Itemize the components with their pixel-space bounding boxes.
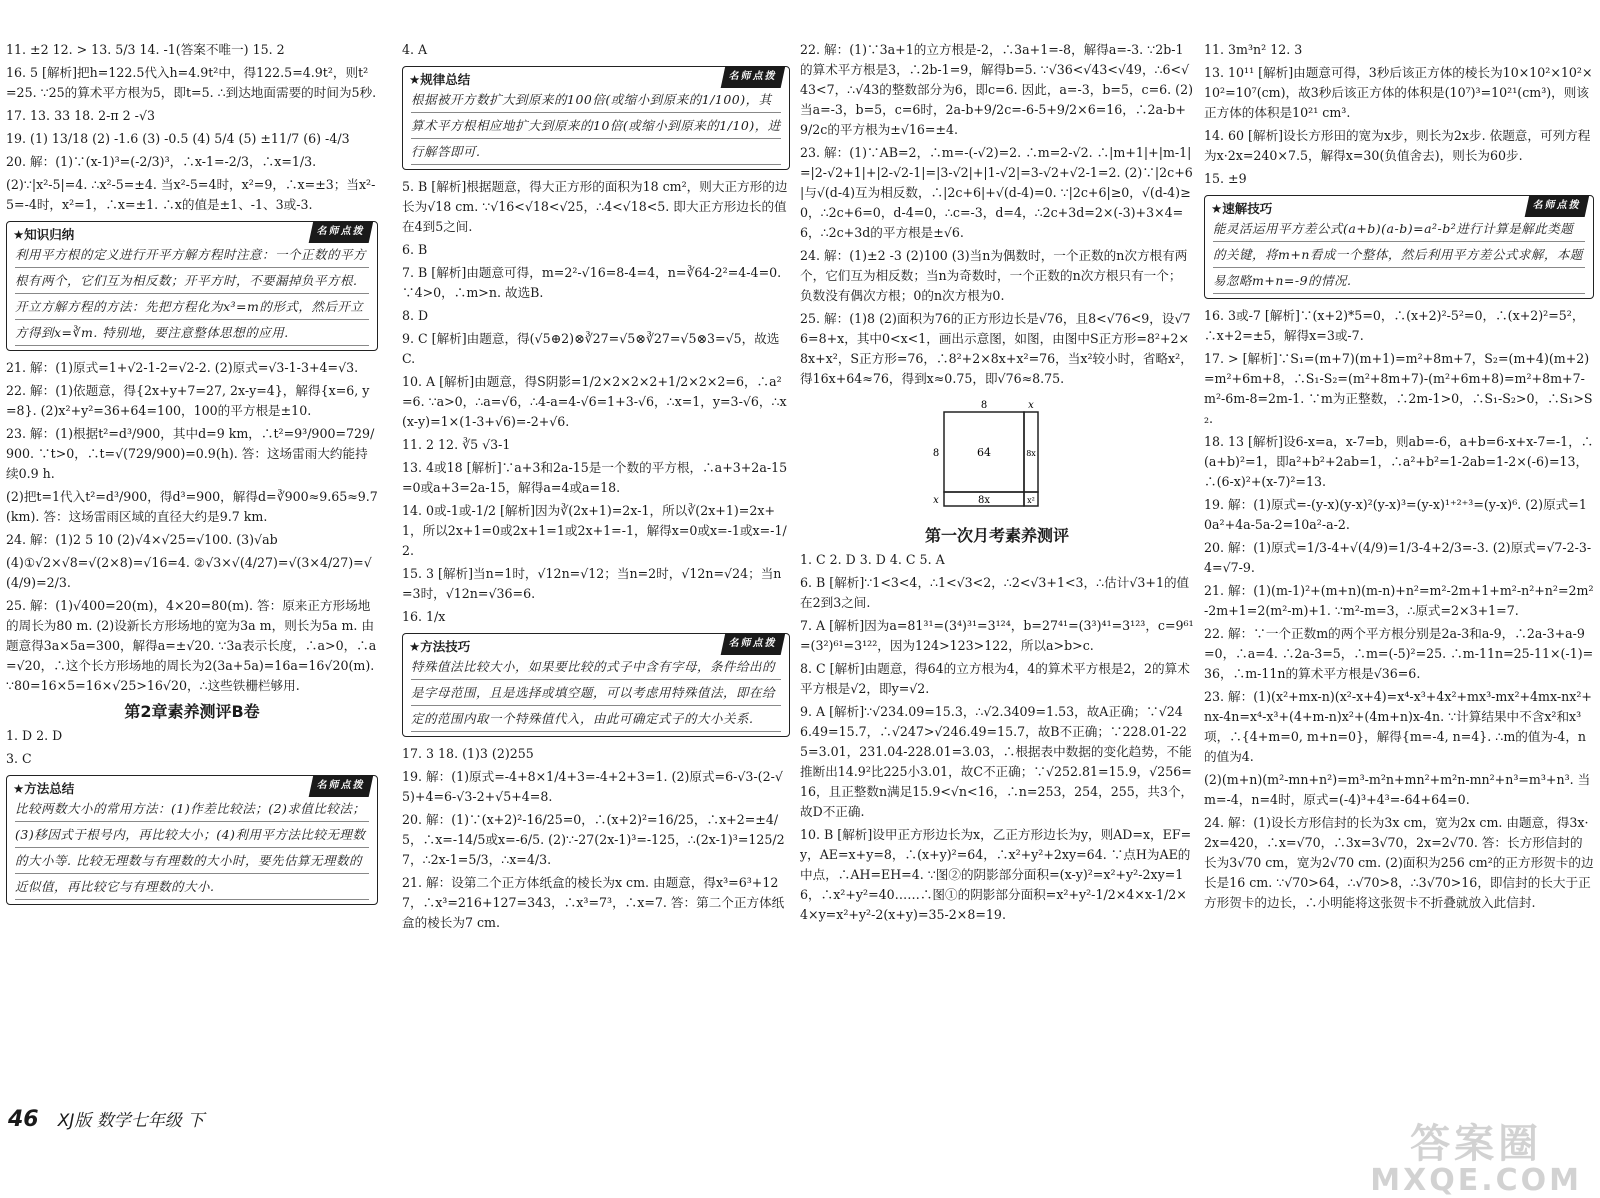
tip-title: ★知识归纳 <box>13 227 75 242</box>
tip-badge: 名师点拨 <box>309 221 374 243</box>
answer-15: 15. 3 [解析]当n=1时，√12n=√12；当n=2时，√12n=√24；当n=3时，√12n=√36=6. <box>402 566 782 601</box>
tip-text: 比较两数大小的常用方法：(1)作差比较法；(2)求值比较法；(3)移因式于根号内，再比较大小；(4)利用平方法比较无理数的大小等. 比较无理数与有理数的大小时，要先估算无理数的近似值，再比较它与有理数的大小. <box>15 796 369 900</box>
answer-15: 15. ±9 <box>1204 171 1247 186</box>
answer-8: 8. C [解析]由题意，得64的立方根为4，4的算术平方根是2，2的算术平方根是√2，即y=√2. <box>800 661 1190 696</box>
answer-21: 21. 解：(1)原式=1+√2-1-2=√2-2. (2)原式=√3-1-3+4=√3. <box>6 360 359 375</box>
column-1 <box>6 40 378 912</box>
tip-text: 开立方解方程的方法：先把方程化为x³=m的形式，然后开立方得到x=∛m. 特别地，要注意整体思想的应用. <box>15 294 369 346</box>
answer-21: 21. 解：设第二个正方体纸盒的棱长为x cm. 由题意，得x³=6³+127，∴x³=216+127=343，∴x³=7³，∴x=7. 答：第二个正方体纸盒的棱长为7 cm. <box>402 875 785 930</box>
answer-10: 10. B [解析]设甲正方形边长为x，乙正方形边长为y，则AD=x，EF=y，AE=x+y=8，∴(x+y)²=64，∴x²+y²+2xy=64. ∵点H为AE的中点，∴AH=EH=4. ∵图②的阴影部分面积=(x-y)²=x²+y²-2xy=16，∴x²+y²=40……∴图①的阴影部分面积=x²+y²-1/2×4×x-1/2×4×y=x²+y²-2(x+y)=35-2×8=19. <box>800 827 1192 922</box>
answer-14: 14. 60 [解析]设长方形田的宽为x步，则长为2x步. 依题意，可列方程为x·2x=240×7.5，解得x=30(负值舍去)，则长为60步. <box>1204 128 1591 163</box>
answer-17: 17. > [解析]∵S₁=(m+7)(m+1)=m²+8m+7，S₂=(m+4)(m+2)=m²+6m+8，∴S₁-S₂=(m²+8m+7)-(m²+6m+8)=m²+8m+7-m²-6m-8=2m-1. ∵m为正整数，∴2m-1>0，∴S₁-S₂>0，∴S₁>S₂. <box>1204 351 1593 426</box>
diagram-label-right: 8x <box>1026 449 1036 458</box>
answer-19: 19. (1) 13/18 (2) -1.6 (3) -0.5 (4) 5/4 (5) ±11/7 (6) -4/3 <box>6 131 350 146</box>
tip-box-method <box>6 775 378 905</box>
answer-8: 8. D <box>402 308 429 323</box>
answer-13: 13. 4或18 [解析]∵a+3和2a-15是一个数的平方根，∴a+3+2a-15=0或a+3=2a-15，解得a=4或a=18. <box>402 460 788 495</box>
page-number: 46 <box>8 1107 39 1132</box>
answer-22: 22. 解：∵一个正数m的两个平方根分别是2a-3和a-9，∴2a-3+a-9=0，∴a=4. ∴2a-3=5，∴m=(-5)²=25. ∴m-11n=25-11×(-1)=36，∴m-11n的算术平方根是√36=6. <box>1204 626 1594 681</box>
diagram-label-x-bottom: x <box>933 495 939 506</box>
answer-11-15: 11. ±2 12. > 13. 5/3 14. -1(答案不唯一) 15. 2 <box>6 42 285 57</box>
tip-box-quick-solve <box>1204 195 1594 299</box>
column-2 <box>402 40 790 936</box>
answer-23: 23. 解：(1)(x²+mx-n)(x²-x+4)=x⁴-x³+4x²+mx³-mx²+4mx-nx²+nx-4n=x⁴-x³+(4+m-n)x²+(4m+n)x-4n. ∵计算结果中不含x²和x³项，∴{4+m=0, m+n=0}，解得{m=-4, n=4}. ∴m的值为-4，n的值为4. <box>1204 689 1592 764</box>
answer-22: 22. 解：(1)∵3a+1的立方根是-2，∴3a+1=-8，解得a=-3. ∵2b-1的算术平方根是3，∴2b-1=9，解得b=5. ∵√36<√43<√49，∴6<√43<7，∴√43的整数部分为6，即c=6. 因此，a=-3，b=5，c=6. (2)当a=-3，b=5，c=6时，2a-b+9/2c=-6-5+9/2×6=16，∴2a-b+9/2c的平方根为±√16=±4. <box>800 42 1194 137</box>
watermark-en: MXQE.COM <box>1370 1163 1582 1198</box>
answer-17-18: 17. 13. 33 18. 2-π 2 -√3 <box>6 108 155 123</box>
answer-1-2: 1. D 2. D <box>6 728 63 743</box>
answer-5: 5. B [解析]根据题意，得大正方形的面积为18 cm²，则大正方形的边长为√18 cm. ∵√16<√18<√25，∴4<√18<5. 即大正方形边长的值在4到5之间. <box>402 179 788 234</box>
answer-24: 24. 解：(1)2 5 10 (2)√4×√25=√100. (3)√ab <box>6 532 278 547</box>
tip-box-technique <box>402 633 790 737</box>
answer-23: 23. 解：(1)∵AB=2，∴m=-(-√2)=2. ∴m=2-√2. ∴|m+1|+|m-1|=|2-√2+1|+|2-√2-1|=|3-√2|+|1-√2|=3-√2+√2-1=2. (2)∵|2c+6|与√(d-4)互为相反数，∴|2c+6|+√(d-4)=0. ∵|2c+6|≥0，√(d-4)≥0，∴2c+6=0，d-4=0，∴c=-3，d=4，∴2c+3d=2×(-3)+3×4=6，∴2c+3d的平方根是±√6. <box>800 145 1193 240</box>
column-4 <box>1204 40 1594 916</box>
answer-23-part2: (2)(m+n)(m²-mn+n²)=m³-m²n+mn²+m²n-mn²+n³=m³+n³. 当m=-4，n=4时，原式=(-4)³+4³=-64+64=0. <box>1204 772 1591 807</box>
answer-20-part2: (2)∵|x²-5|=4. ∴x²-5=±4. 当x²-5=4时，x²=9，∴x=±3；当x²-5=-4时，x²=1，∴x=±1. ∴x的值是±1、-1、3或-3. <box>6 177 376 212</box>
book-label: XJ版 数学七年级 下 <box>57 1111 205 1131</box>
answer-20: 20. 解：(1)∵(x+2)²-16/25=0，∴(x+2)²=16/25，∴x+2=±4/5，∴x=-14/5或x=-6/5. (2)∵-27(2x-1)³=-125，∴(2x-1)³=125/27，∴2x-1=5/3，∴x=4/3. <box>402 812 785 867</box>
tip-badge: 名师点拨 <box>721 633 786 655</box>
section-title: 第2章素养测评B卷 <box>124 702 260 721</box>
watermark-cn: 答案圈 <box>1410 1121 1543 1167</box>
tip-text: 利用平方根的定义进行开平方解方程时注意：一个正数的平方根有两个，它们互为相反数；开平方时，不要漏掉负平方根. <box>15 242 369 294</box>
tip-title: ★规律总结 <box>409 72 471 87</box>
answer-23-part1: 23. 解：(1)根据t²=d³/900，其中d=9 km，∴t²=9³/900=729/900. ∵t>0，∴t=√(729/900)=0.9(h). 答：这场雷雨大约能持续0.9 h. <box>6 426 375 481</box>
answer-7: 7. A [解析]因为a=81³¹=(3⁴)³¹=3¹²⁴，b=27⁴¹=(3³)⁴¹=3¹²³，c=9⁶¹=(3²)⁶¹=3¹²²，因为124>123>122，所以a>b>c. <box>800 618 1194 653</box>
answer-24: 24. 解：(1)设长方形信封的长为3x cm，宽为2x cm. 由题意，得3x·2x=420，∴x=√70，∴3x=3√70，2x=2√70. 答：长方形信封的长为3√70 cm，宽为2√70 cm. (2)面积为256 cm²的正方形贺卡的边长是16 cm. ∵√70>64，∴√70>8，∴3√70>16，即信封的长大于正方形贺卡的边长，∴小明能将这张贺卡不折叠就放入此信封. <box>1204 815 1594 910</box>
answer-21: 21. 解：(1)(m-1)²+(m+n)(m-n)+n²=m²-2m+1+m²-n²+n²=2m²-2m+1=2(m²-m)+1. ∵m²-m=3，∴原式=2×3+1=7. <box>1204 583 1594 618</box>
answer-24-part4: (4)①√2×√8=√(2×8)=√16=4. ②√3×√(4/27)=√(3×4/27)=√(4/9)=2/3. <box>6 555 372 590</box>
answer-11-12: 11. 2 12. ∛5 √3-1 <box>402 437 511 452</box>
diagram-label-top: 8 <box>980 400 988 411</box>
answer-6: 6. B [解析]∵1<3<4，∴1<√3<2，∴2<√3+1<3，∴估计√3+1的值在2到3之间. <box>800 575 1190 610</box>
answer-7: 7. B [解析]由题意可得，m=2²-√16=8-4=4，n=∛64-2²=4-4=0. ∵4>0，∴m>n. 故选B. <box>402 265 782 300</box>
answer-20-part1: 20. 解：(1)∵(x-1)³=(-2/3)³，∴x-1=-2/3，∴x=1/3. <box>6 154 317 169</box>
answer-16: 16. 5 [解析]把h=122.5代入h=4.9t²中，得122.5=4.9t²，则t²=25. ∵25的算术平方根为5，即t=5. ∴到达地面需要的时间为5秒. <box>6 65 377 100</box>
answer-6: 6. B <box>402 242 428 257</box>
diagram-label-x-top: x <box>1028 400 1034 411</box>
tip-badge: 名师点拨 <box>1525 195 1590 217</box>
answer-14: 14. 0或-1或-1/2 [解析]因为∛(2x+1)=2x-1，所以∛(2x+1)=2x+1，所以2x+1=0或2x+1=1或2x+1=-1，解得x=0或x=-1或x=-1/2. <box>402 503 787 558</box>
diagram-label-corner: x² <box>1027 496 1035 505</box>
answer-4: 4. A <box>402 42 428 57</box>
answer-10: 10. A [解析]由题意，得S阴影=1/2×2×2×2+1/2×2×2=6，∴a²=6. ∵a>0，∴a=√6，∴4-a=4-√6=1+3-√6，∴x=1，y=3-√6，∴x(x-y)=1×(1-3+√6)=-2+√6. <box>402 374 787 429</box>
tip-text: 特殊值法比较大小，如果要比较的式子中含有字母，条件给出的是字母范围，且是选择或填空题，可以考虑用特殊值法，即在给定的范围内取一个特殊值代入，由此可确定式子的大小关系. <box>411 654 781 732</box>
answer-18: 18. 13 [解析]设6-x=a，x-7=b，则ab=-6，a+b=6-x+x-7=-1，∴(a+b)²=1，即a²+b²+2ab=1，∴a²+b²=1-2ab=1-2×(-6)=13，∴(6-x)²+(x-7)²=13. <box>1204 434 1594 489</box>
tip-title: ★方法技巧 <box>409 639 471 654</box>
diagram-label-left: 8 <box>932 448 940 459</box>
answer-19: 19. 解：(1)原式=-(y-x)(y-x)²(y-x)³=(y-x)¹⁺²⁺³=(y-x)⁶. (2)原式=10a²+4a-5a-2=10a²-a-2. <box>1204 497 1587 532</box>
answer-22: 22. 解：(1)依题意，得{2x+y+7=27, 2x-y=4}，解得{x=6, y=8}. (2)x²+y²=36+64=100，100的平方根是±10. <box>6 383 370 418</box>
answer-25: 25. 解：(1)√400=20(m)，4×20=80(m). 答：原来正方形场地的周长为80 m. (2)设新长方形场地的宽为3a m，则长为5a m. 由题意得3a×5a=300，解得a=±√20. ∵3a表示长度，∴a>0，∴a=√20，∴这个长方形场地的周长为2(3a+5a)=16a=16√20(m). ∵80=16×5=16×√25>16√20，∴这些铁栅栏够用. <box>6 598 377 693</box>
tip-title: ★速解技巧 <box>1211 201 1273 216</box>
answer-19: 19. 解：(1)原式=-4+8×1/4+3=-4+2+3=1. (2)原式=6-√3-(2-√5)+4=6-√3-2+√5+4=8. <box>402 769 783 804</box>
tip-text: 能灵活运用平方差公式(a+b)(a-b)=a²-b²进行计算是解此类题的关键，将m+n看成一个整体，然后利用平方差公式求解，本题易忽略m+n=-9的情况. <box>1213 216 1585 294</box>
answer-3: 3. C <box>6 751 32 766</box>
answer-13: 13. 10¹¹ [解析]由题意可得，3秒后该正方体的棱长为10×10²×10²×10²=10⁷(cm)，故3秒后该正方体的体积是(10⁷)³=10²¹(cm³)，则该正方体的体积是10²¹ cm³. <box>1204 65 1593 120</box>
tip-box-knowledge <box>6 221 378 351</box>
tip-badge: 名师点拨 <box>721 66 786 88</box>
tip-title: ★方法总结 <box>13 781 75 796</box>
watermark-logo <box>1370 1112 1582 1198</box>
answer-25: 25. 解：(1)8 (2)面积为76的正方形边长是√76，且8<√76<9，设√76=8+x，其中0<x<1，画出示意图，如图，由图中S正方形=8²+2×8x+x²，S正方形=76，∴8²+2×8x+x²=76，当x²较小时，省略x²，得16x+64≈76，得到x≈0.75，即√76≈8.75. <box>800 311 1193 386</box>
diagram-label-center: 64 <box>977 446 991 459</box>
column-3 <box>800 40 1194 928</box>
answer-17-18: 17. 3 18. (1)3 (2)255 <box>402 746 534 761</box>
tip-box-rule <box>402 66 790 170</box>
answer-24: 24. 解：(1)±2 -3 (2)100 (3)当n为偶数时，一个正数的n次方根有两个，它们互为相反数；当n为奇数时，一个正数的n次方根只有一个；负数没有偶次方根；0的n次方根为0. <box>800 248 1188 303</box>
square-diagram <box>930 398 1060 508</box>
answer-20: 20. 解：(1)原式=1/3-4+√(4/9)=1/3-4+2/3=-3. (2)原式=√7-2-3-4=√7-9. <box>1204 540 1592 575</box>
diagram-label-bottom: 8x <box>977 495 991 506</box>
answer-1-5: 1. C 2. D 3. D 4. C 5. A <box>800 552 945 567</box>
page-footer <box>8 1106 204 1132</box>
answer-9: 9. C [解析]由题意，得(√5⊕2)⊗∛27=√5⊗∛27=√5⊗3=√5，故选C. <box>402 331 780 366</box>
answer-23-part2: (2)把t=1代入t²=d³/900，得d³=900，解得d=∛900≈9.65≈9.7(km). 答：这场雷雨区域的直径大约是9.7 km. <box>6 489 378 524</box>
tip-text: 根据被开方数扩大到原来的100倍(或缩小到原来的1/100)，其算术平方根相应地扩大到原来的10倍(或缩小到原来的1/10)，进行解答即可. <box>411 87 781 165</box>
section-title: 第一次月考素养测评 <box>924 526 1069 545</box>
answer-9: 9. A [解析]∵√234.09=15.3，∴√2.3409=1.53，故A正确；∵√246.49=15.7，∴√247>√246.49=15.7，故B不正确；∵228.01-225=3.01，231.04-228.01=3.03，∴根据表中数据的变化趋势，不能推断出14.9²比225小3.01，故C不正确；∵√252.81=15.9，√256=16，且正整数n满足15.9<√n<16，∴n=253，254，255，共3个，故D不正确. <box>800 704 1194 819</box>
answer-11-12: 11. 3m³n² 12. 3 <box>1204 42 1303 57</box>
tip-badge: 名师点拨 <box>309 775 374 797</box>
answer-16: 16. 3或-7 [解析]∵(x+2)*5=0，∴(x+2)²-5²=0，∴(x+2)²=5²，∴x+2=±5，解得x=3或-7. <box>1204 308 1585 343</box>
answer-16: 16. 1/x <box>402 609 446 624</box>
